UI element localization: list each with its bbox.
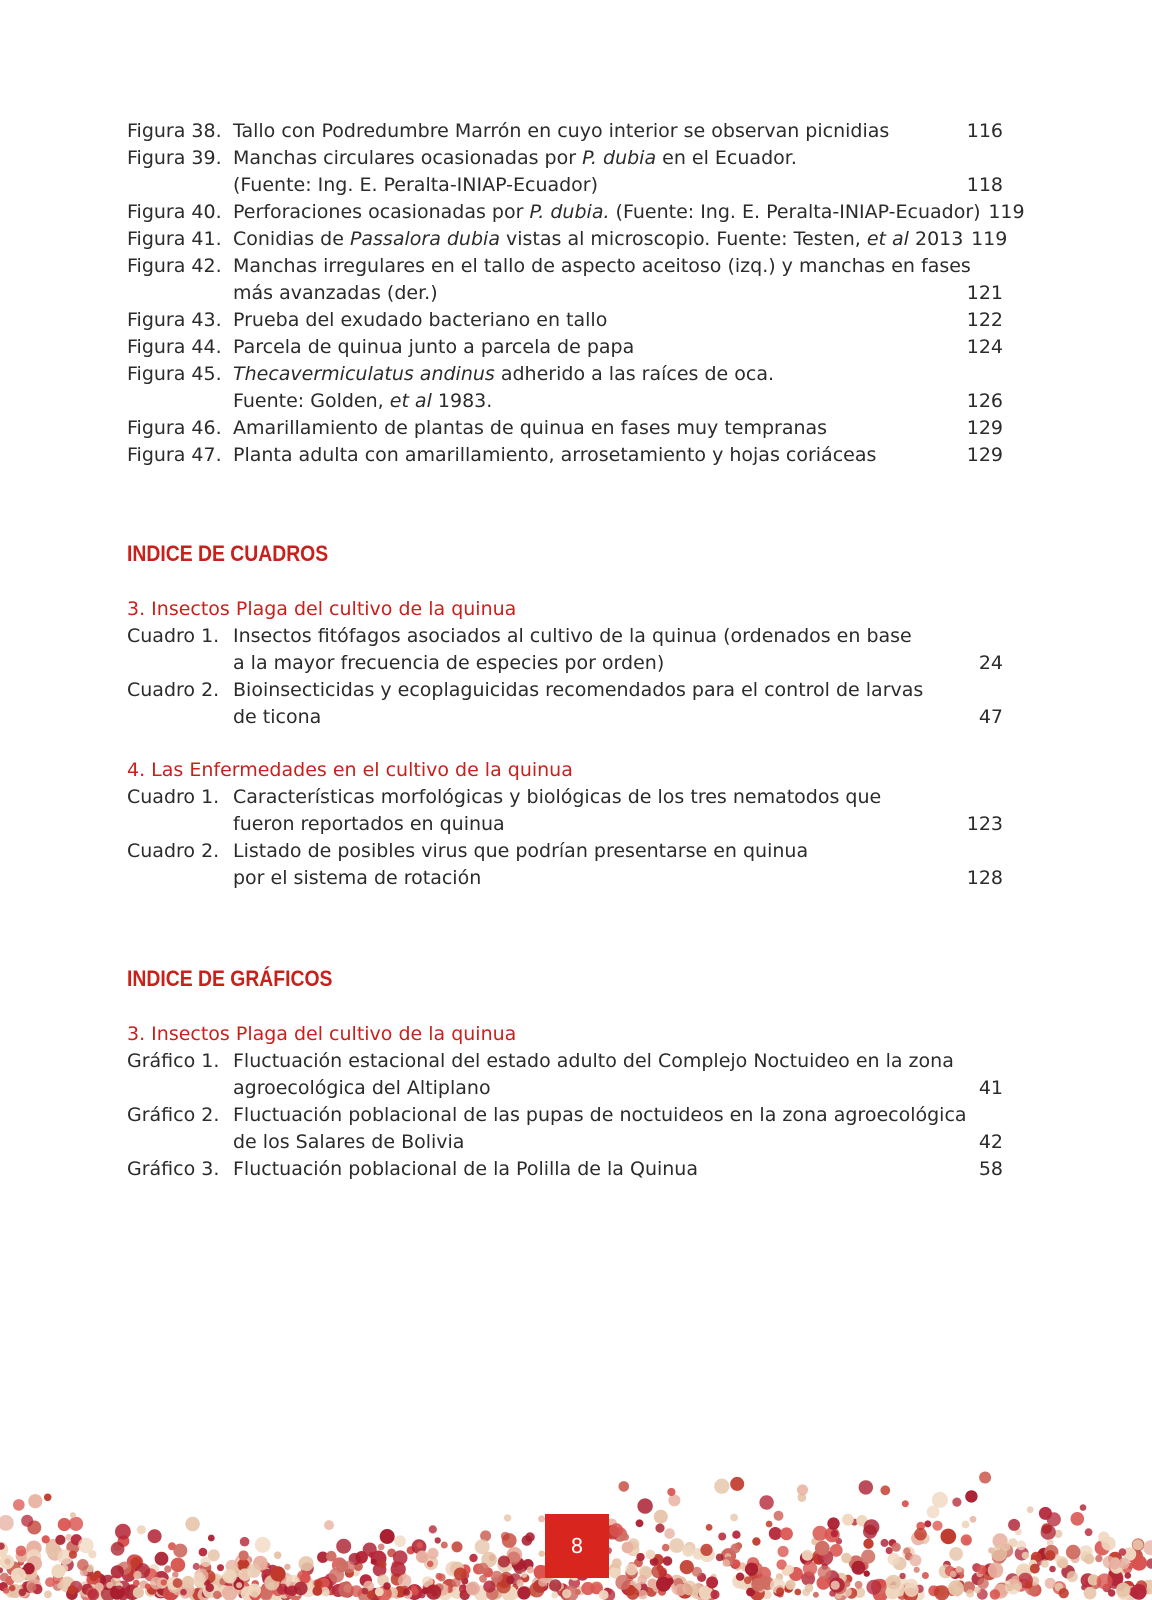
toc-entry [127,226,1008,253]
toc-entry-page: 122 [966,309,1003,331]
cuadros-index-list [127,596,1003,892]
toc-entry [127,1156,1003,1183]
italic-text: P. dubia [582,147,657,169]
toc-entry-line [127,1075,1003,1102]
toc-entry-line [127,677,1003,704]
toc-entry [127,623,1003,677]
text-segment: a la mayor frecuencia de especies por orden) [233,652,665,674]
text-segment: Tallo con Podredumbre Marrón en cuyo interior se observan picnidias [233,120,890,142]
text-segment: Manchas irregulares en el tallo de aspecto aceitoso (izq.) y manchas en fases [233,255,971,277]
toc-entry-line [127,334,1003,361]
text-segment: Manchas circulares ocasionadas por [233,147,583,169]
text-segment: de los Salares de Bolivia [233,1131,465,1153]
text-segment: (Fuente: Ing. E. Peralta-INIAP-Ecuador) [233,174,599,196]
toc-entry-page: 116 [966,120,1003,142]
toc-entry-text [233,838,959,865]
text-segment: Características morfológicas y biológicas de los tres nematodos que [233,786,882,808]
toc-entry-label: Gráfico 1. [127,1050,220,1072]
toc-entry [127,1102,1003,1156]
toc-entry-line [127,361,1003,388]
toc-entry-page: 124 [966,336,1003,358]
toc-entry-label: Figura 42. [127,255,222,277]
figures-index-list [127,118,1025,469]
toc-entry [127,145,1003,199]
italic-text: Passalora dubia [349,228,500,250]
toc-entry-text [233,415,959,442]
toc-entry [127,361,1003,415]
toc-entry-line [127,253,1003,280]
text-segment: agroecológica del Altiplano [233,1077,491,1099]
subsection-heading: 3. Insectos Plaga del cultivo de la quinua [127,1023,517,1045]
toc-entry [127,199,1025,226]
toc-entry-text [233,388,959,415]
toc-entry-line [127,1048,1003,1075]
subsection-heading: 3. Insectos Plaga del cultivo de la quinua [127,598,517,620]
toc-entry [127,677,1003,731]
toc-entry [127,784,1003,838]
toc-entry-label: Figura 39. [127,147,222,169]
page-number: 8 [570,1534,584,1558]
toc-entry-page: 129 [966,444,1003,466]
toc-entry-page: 41 [978,1077,1003,1099]
toc-entry-text [233,334,959,361]
toc-entry-label: Figura 45. [127,363,222,385]
toc-entry [127,415,1003,442]
toc-entry-text [233,650,959,677]
toc-entry-text [233,253,971,280]
toc-entry-text [233,677,959,704]
toc-entry [127,307,1003,334]
toc-entry [127,118,1003,145]
text-segment: Listado de posibles virus que podrían presentarse en quinua [233,840,809,862]
toc-entry-label: Cuadro 1. [127,786,220,808]
text-segment: Amarillamiento de plantas de quinua en fases muy tempranas [233,417,828,439]
italic-text: et al [389,390,432,412]
toc-entry-text [233,442,959,469]
toc-entry-label: Cuadro 2. [127,840,220,862]
toc-entry-line [127,415,1003,442]
toc-entry-line [127,623,1003,650]
toc-entry-line [127,704,1003,731]
toc-entry-line [127,865,1003,892]
toc-entry-label: Figura 47. [127,444,222,466]
toc-entry-page: 128 [966,867,1003,889]
text-segment: Parcela de quinua junto a parcela de papa [233,336,635,358]
subsection-heading: 4. Las Enfermedades en el cultivo de la quinua [127,759,573,781]
toc-entry-text [233,865,959,892]
toc-entry-line [127,1102,1003,1129]
toc-entry-text [233,118,959,145]
text-segment: de ticona [233,706,322,728]
toc-entry-line [127,838,1003,865]
toc-entry-text [233,226,963,253]
toc-entry-label: Cuadro 2. [127,679,220,701]
toc-entry-page: 126 [966,390,1003,412]
toc-entry [127,442,1003,469]
toc-entry [127,838,1003,892]
text-segment: por el sistema de rotación [233,867,482,889]
toc-entry-text [233,811,959,838]
text-segment: Fluctuación poblacional de la Polilla de la Quinua [233,1158,698,1180]
cuadros-section-title: INDICE DE CUADROS [127,541,329,566]
toc-entry-page: 121 [966,282,1003,304]
graficos-section-title: INDICE DE GRÁFICOS [127,966,333,991]
toc-entry-page: 119 [988,201,1025,223]
toc-entry-line [127,145,1003,172]
italic-text: et al [866,228,909,250]
toc-entry-label: Cuadro 1. [127,625,220,647]
text-segment: Prueba del exudado bacteriano en tallo [233,309,608,331]
italic-text: P. dubia. [529,201,610,223]
toc-entry-text [233,784,959,811]
toc-entry-text [233,199,981,226]
text-segment: Perforaciones ocasionadas por [233,201,530,223]
toc-entry-page: 58 [978,1158,1003,1180]
toc-entry-label: Gráfico 3. [127,1158,220,1180]
toc-entry [127,253,1003,307]
toc-entry-page: 24 [978,652,1003,674]
text-segment: fueron reportados en quinua [233,813,505,835]
toc-entry-text [233,280,959,307]
toc-entry-text [233,1075,959,1102]
toc-entry-text [233,1156,959,1183]
toc-entry [127,334,1003,361]
toc-entry-line [127,226,1008,253]
toc-entry-page: 118 [966,174,1003,196]
group-spacer [127,731,1003,757]
text-segment: más avanzadas (der.) [233,282,438,304]
toc-entry-label: Figura 44. [127,336,222,358]
toc-entry-page: 123 [966,813,1003,835]
text-segment: Insectos fitófagos asociados al cultivo de la quinua (ordenados en base [233,625,912,647]
toc-entry-page: 129 [966,417,1003,439]
text-segment: Fluctuación poblacional de las pupas de noctuideos en la zona agroecológica [233,1104,967,1126]
italic-text: Thecavermiculatus andinus [233,363,495,385]
toc-entry-line [127,388,1003,415]
toc-entry-line [127,1156,1003,1183]
toc-entry-line [127,118,1003,145]
toc-entry-line [127,442,1003,469]
text-segment: en el Ecuador. [656,147,797,169]
toc-entry-page: 42 [978,1131,1003,1153]
toc-entry-label: Figura 46. [127,417,222,439]
toc-entry-label: Figura 41. [127,228,222,250]
toc-entry-label: Figura 40. [127,201,222,223]
toc-entry-text [233,1129,959,1156]
toc-entry-label: Gráfico 2. [127,1104,220,1126]
toc-entry-page: 47 [978,706,1003,728]
toc-entry-text [233,1048,959,1075]
toc-entry-label: Figura 43. [127,309,222,331]
text-segment: (Fuente: Ing. E. Peralta-INIAP-Ecuador) [609,201,981,223]
text-segment: Fuente: Golden, [233,390,390,412]
toc-entry-line [127,307,1003,334]
toc-entry-text [233,704,959,731]
toc-entry-text [233,145,959,172]
toc-entry-line [127,172,1003,199]
page-number-badge [545,1514,609,1578]
toc-entry-line [127,650,1003,677]
text-segment: vistas al microscopio. Fuente: Testen, [499,228,867,250]
text-segment: Bioinsecticidas y ecoplaguicidas recomendados para el control de larvas [233,679,924,701]
toc-entry-line [127,199,1025,226]
toc-entry-text [233,623,959,650]
text-segment: Conidias de [233,228,350,250]
toc-entry-text [233,1102,967,1129]
toc-entry-line [127,280,1003,307]
text-segment: 1983. [431,390,493,412]
text-segment: adherido a las raíces de oca. [494,363,774,385]
toc-entry-line [127,1129,1003,1156]
graficos-index-list [127,1021,1003,1183]
toc-entry-label: Figura 38. [127,120,222,142]
toc-entry-text [233,172,959,199]
toc-entry-text [233,361,959,388]
text-segment: Fluctuación estacional del estado adulto del Complejo Noctuideo en la zona [233,1050,954,1072]
toc-entry-line [127,811,1003,838]
toc-entry-text [233,307,959,334]
text-segment: Planta adulta con amarillamiento, arrosetamiento y hojas coriáceas [233,444,877,466]
toc-entry-line [127,784,1003,811]
toc-entry [127,1048,1003,1102]
toc-entry-page: 119 [971,228,1008,250]
text-segment: 2013 [908,228,964,250]
